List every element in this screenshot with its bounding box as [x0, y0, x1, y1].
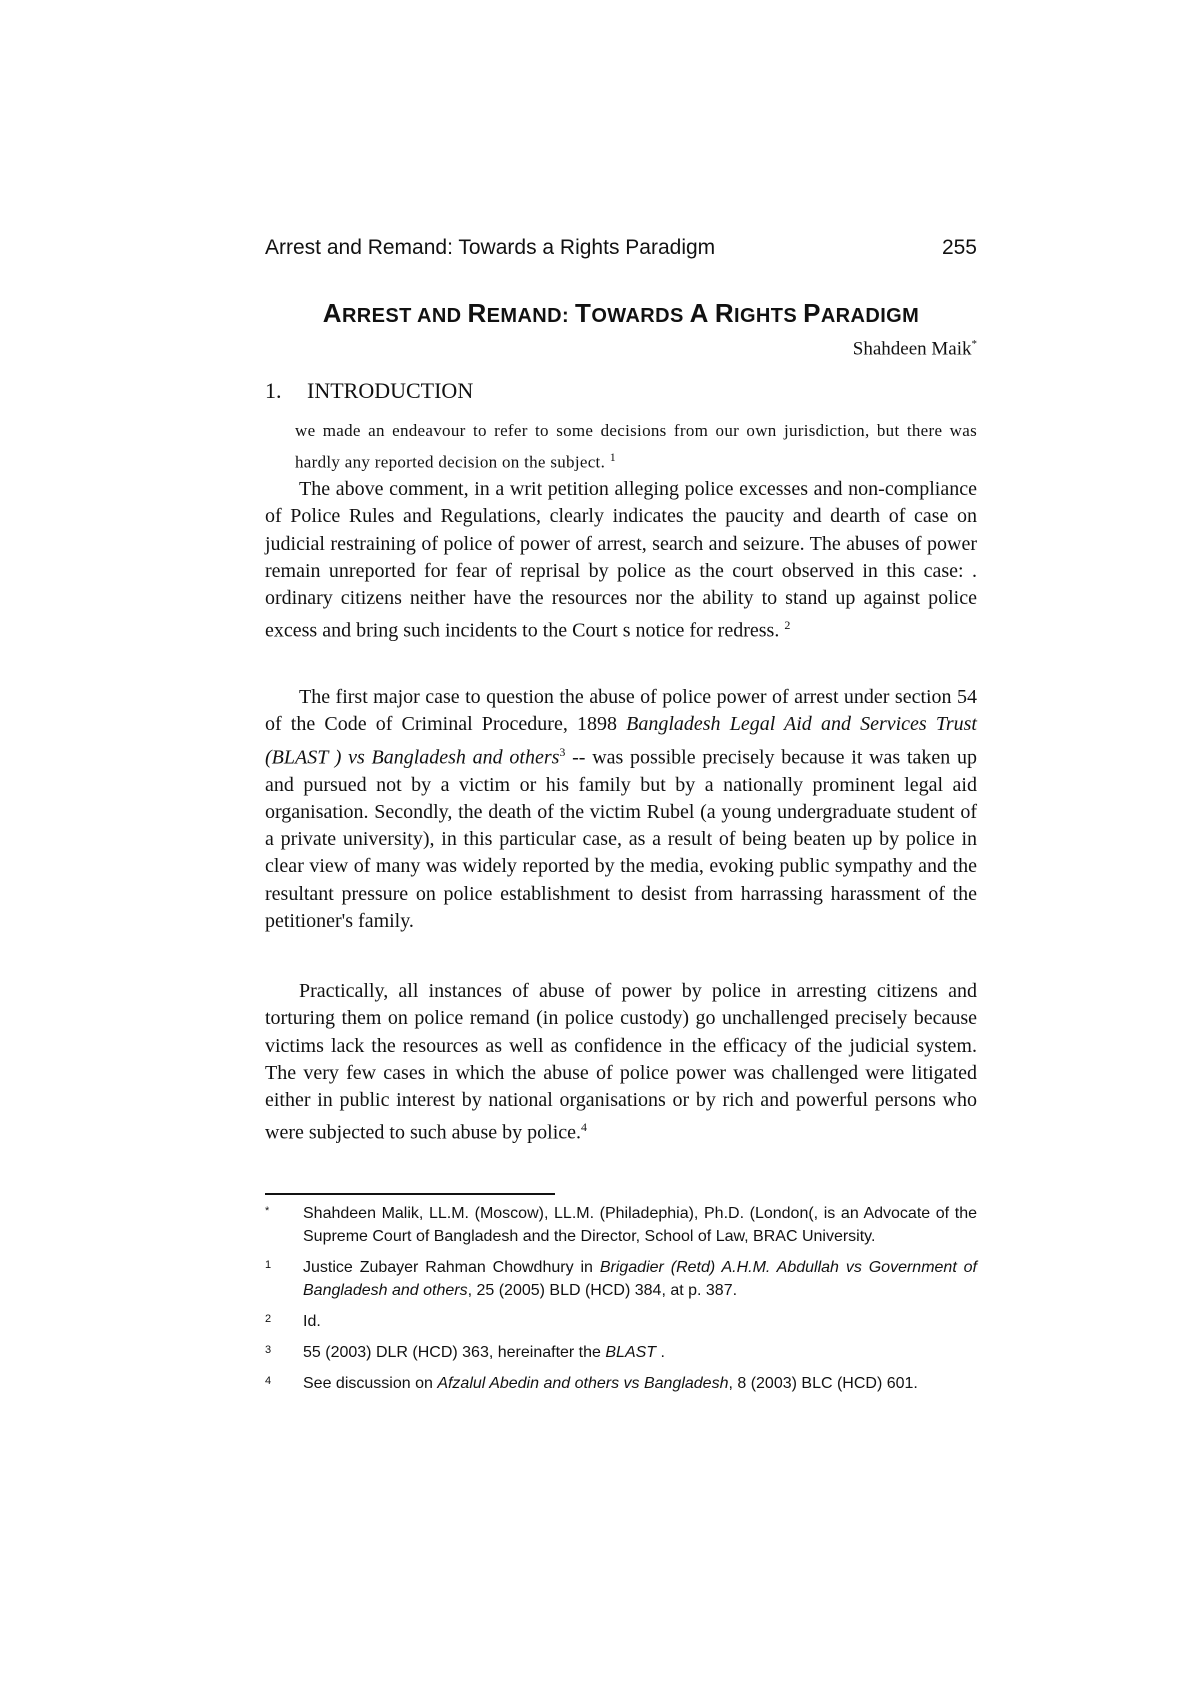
page-number: 255: [941, 236, 977, 259]
footnote-ref: 2: [784, 618, 791, 633]
footnote-mark: 2: [265, 1313, 272, 1325]
footnote: [265, 1310, 977, 1333]
footnote-text-part: See discussion on: [303, 1375, 438, 1392]
author-name: Shahdeen Maik: [852, 338, 972, 360]
footnote: [265, 1372, 977, 1395]
quote-text: we made an endeavour to refer to some decisions from our own jurisdiction, but there was hardly any reported decision on the subject.: [295, 421, 977, 472]
running-header: [265, 236, 977, 260]
footnote: [265, 1256, 977, 1302]
paragraph-text: The above comment, in a writ petition alleging police excesses and non-compliance of Police Rules and Regulations, clearly indicates the paucity and dearth of case on judicial restraining of police of power of arrest, search and seizure. The abuses of power remain unreported for fear of reprisal by police as the court observed in this case: . ordinary citizens neither have the resources nor the ability to stand up against police excess and bring such incidents to the Court s notice for redress.: [265, 478, 977, 643]
title-rest: IGHTS: [734, 305, 804, 327]
footnote-ref: 3: [559, 744, 566, 759]
title-cap: R: [467, 298, 487, 328]
paragraph: [265, 684, 977, 935]
footnote-mark: *: [265, 1205, 270, 1217]
footnote-text-part: , 25 (2005) BLD (HCD) 384, at p. 387.: [467, 1282, 738, 1299]
footnote-mark: 4: [265, 1375, 272, 1387]
footnotes: [265, 1202, 977, 1403]
footnote-text: [303, 1372, 977, 1395]
title-rest: RREST: [341, 305, 412, 327]
footnote-text-part: 55 (2003) DLR (HCD) 363, hereinafter the: [303, 1344, 606, 1361]
section-title: INTRODUCTION: [307, 378, 474, 403]
footnote-text-part: Shahdeen Malik, LL.M. (Moscow), LL.M. (Philadephia), Ph.D. (London(, is an Advocate of the Supreme Court of Bangladesh and the Director, School of Law, BRAC University.: [303, 1205, 977, 1245]
title-rest: EMAND:: [486, 305, 576, 327]
section-number: 1.: [265, 378, 282, 403]
footnote-mark: 3: [265, 1344, 272, 1356]
footnote-text: [303, 1341, 977, 1364]
title-rest: ARADIGM: [820, 305, 920, 327]
footnote-case-name: Brigadier (Retd) A.H.M. Abdullah vs Government of Bangladesh and others: [303, 1259, 978, 1299]
case-name: Bangladesh Legal Aid and Services Trust (BLAST ) vs Bangladesh and others: [265, 713, 977, 769]
author-footnote-mark: *: [971, 338, 977, 350]
footnote-text-part: Justice Zubayer Rahman Chowdhury in: [303, 1259, 600, 1276]
title-rest: AND: [411, 305, 468, 327]
footnote: [265, 1341, 977, 1364]
title-cap: T: [575, 298, 592, 328]
footnote-case-name: Afzalul Abedin and others vs Bangladesh: [437, 1375, 729, 1392]
footnote: [265, 1202, 977, 1248]
paragraph-text: Practically, all instances of abuse of power by police in arresting citizens and torturing them on police remand (in police custody) go unchallenged precisely because victims lack the resources as well as confidence in the efficacy of the judicial system. The very few cases in which the abuse of police power was challenged were litigated either in public interest by national organisations or by rich and powerful persons who were subjected to such abuse by police.: [265, 980, 977, 1145]
footnote-divider: [265, 1193, 555, 1195]
title-rest: OWARDS: [591, 305, 690, 327]
footnote-case-name: BLAST: [605, 1344, 657, 1361]
footnote-text: [303, 1310, 977, 1333]
footnote-text: [303, 1202, 977, 1248]
footnote-text-part: Id.: [303, 1313, 321, 1330]
footnote-mark: 1: [265, 1259, 272, 1271]
footnote-text: [303, 1256, 977, 1302]
section-heading: [265, 378, 473, 404]
title-cap: P: [803, 298, 821, 328]
running-title: Arrest and Remand: Towards a Rights Paradigm: [265, 236, 716, 259]
block-quote: [295, 418, 977, 476]
article-title: [265, 298, 977, 329]
author-line: [853, 338, 977, 360]
title-cap: R: [714, 298, 735, 328]
quote-footnote-ref: 1: [609, 450, 617, 464]
paragraph: [265, 978, 977, 1147]
footnote-text-part: .: [656, 1344, 665, 1361]
title-cap: A: [322, 298, 342, 328]
footnote-ref: 4: [581, 1120, 588, 1135]
paragraph: [265, 476, 977, 645]
footnote-text-part: , 8 (2003) BLC (HCD) 601.: [728, 1375, 918, 1392]
title-cap: A: [689, 298, 709, 328]
paragraph-text: The first major case to question the abuse of police power of arrest under section 54 of the Code of Criminal Procedure, 1898: [265, 686, 977, 736]
paragraph-text: -- was possible precisely because it was taken up and pursued not by a victim or his family but by a nationally prominent legal aid organisation. Secondly, the death of the victim Rubel (a young undergraduate student of a private university), in this particular case, as a result of being beaten up by police in clear view of many was widely reported by the media, evoking public sympathy and the resultant pressure on police establishment to desist from harrassing harassment of the petitioner's family.: [265, 746, 977, 933]
